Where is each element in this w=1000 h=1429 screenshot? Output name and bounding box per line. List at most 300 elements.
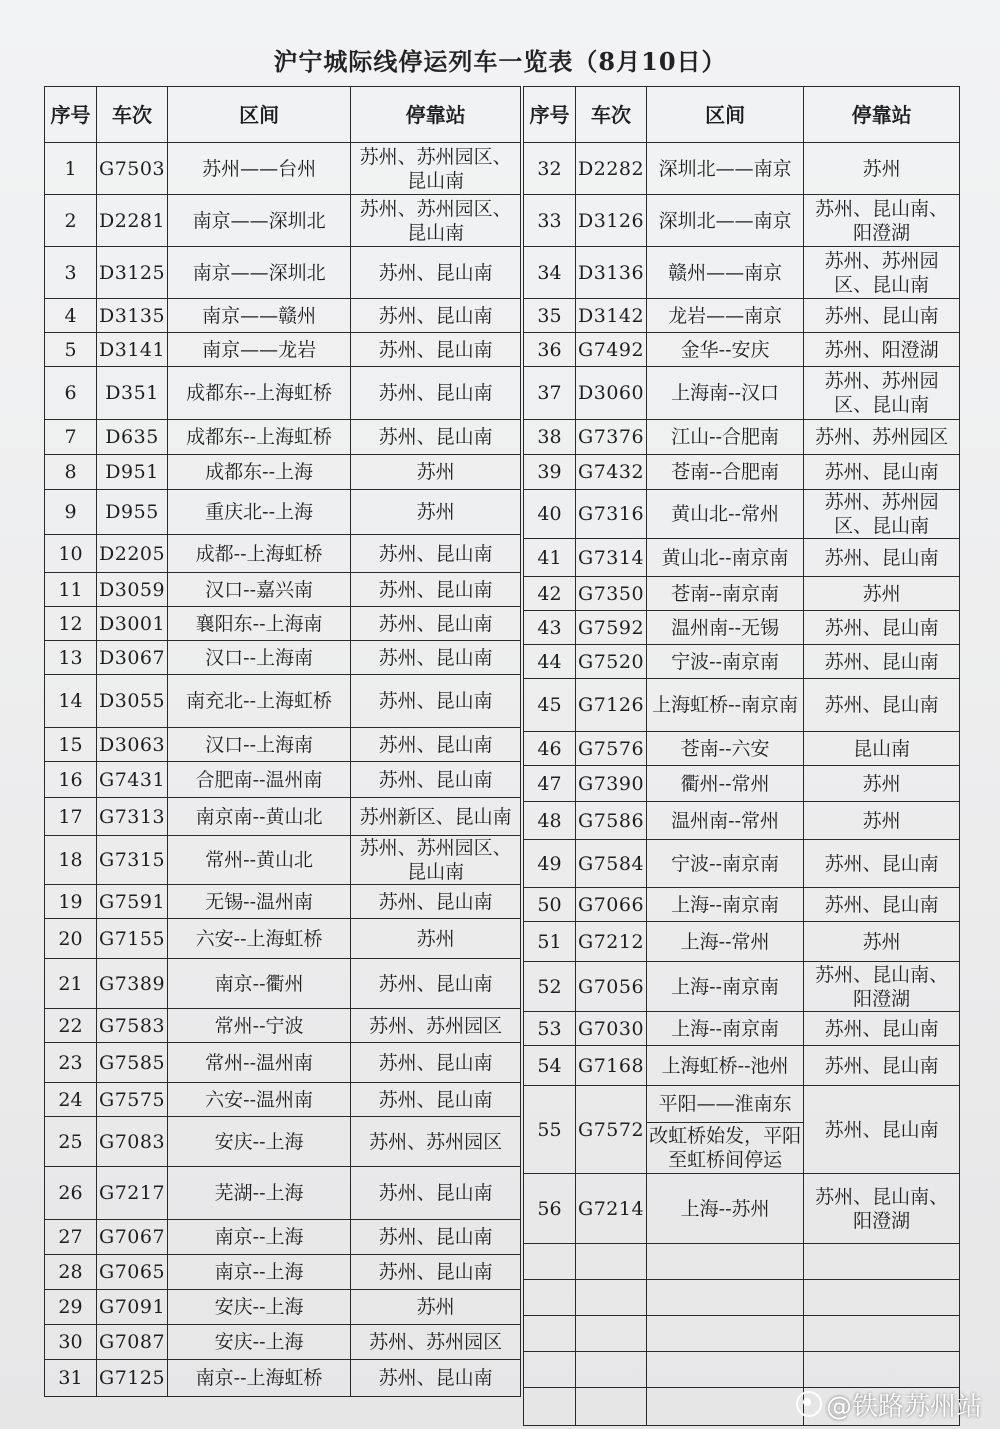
table-row [524,143,960,195]
table-row [524,766,960,802]
cell-train: G7066 [576,888,647,922]
weibo-watermark [796,1386,982,1423]
cell-section: 常州--温州南 [168,1043,351,1083]
cell-stops: 苏州 [351,919,521,959]
cell-stops: 苏州、昆山南 [804,455,960,490]
cell-train: G7586 [576,802,647,840]
cell-no: 2 [45,195,97,247]
cell-no: 23 [45,1043,97,1083]
cell-train: G7390 [576,766,647,802]
cell-section: 重庆北--上海 [168,490,351,535]
cell-no: 3 [45,247,97,299]
cell-section: 南充北--上海虹桥 [168,675,351,728]
table-row [45,143,521,195]
cell-section: 深圳北——南京 [647,143,804,195]
table-row [45,247,521,299]
table-row [45,728,521,762]
cell-train: G7503 [97,143,168,195]
cell-stops: 苏州、昆山南、阳澄湖 [804,195,960,247]
cell-section [647,1280,804,1316]
cell-no: 34 [524,247,576,299]
cell-train: D351 [97,367,168,420]
weibo-icon [796,1391,822,1417]
cell-train: G7214 [576,1174,647,1244]
cell-section: 苍南--合肥南 [647,455,804,490]
cell-stops: 苏州、昆山南 [804,539,960,577]
cell-no: 32 [524,143,576,195]
cell-train: G7125 [97,1360,168,1397]
cell-stops: 苏州、苏州园区、昆山南 [351,836,521,885]
cell-train: G7376 [576,420,647,455]
table-row [524,922,960,962]
cell-section: 上海--苏州 [647,1174,804,1244]
cell-no: 13 [45,641,97,675]
cell-no [524,1244,576,1280]
cell-no: 22 [45,1009,97,1043]
cell-stops: 苏州 [804,766,960,802]
table-row [45,195,521,247]
cell-stops: 苏州、昆山南 [351,959,521,1009]
table-row [45,1083,521,1117]
cell-no: 7 [45,420,97,455]
cell-no: 21 [45,959,97,1009]
cell-no: 30 [45,1325,97,1360]
cell-section: 成都东--上海虹桥 [168,367,351,420]
table-row [45,490,521,535]
cell-stops: 苏州、昆山南 [351,1167,521,1220]
cell-section: 宁波--南京南 [647,840,804,888]
table-header-row [524,87,960,143]
cell-train: D3063 [97,728,168,762]
cell-stops: 苏州、昆山南 [351,333,521,367]
header-stops: 停靠站 [351,87,521,143]
cell-section: 常州--宁波 [168,1009,351,1043]
cell-section: 汉口--嘉兴南 [168,573,351,607]
cell-train: G7083 [97,1117,168,1167]
table-row [524,1244,960,1280]
cell-train: D3141 [97,333,168,367]
table-row [45,641,521,675]
cell-stops: 苏州、昆山南 [351,535,521,573]
table-row [45,959,521,1009]
cell-train: G7584 [576,840,647,888]
cell-section: 衢州--常州 [647,766,804,802]
table-row [45,1043,521,1083]
cell-train [576,1352,647,1388]
cell-train: D3055 [97,675,168,728]
cell-section: 常州--黄山北 [168,836,351,885]
cell-stops: 苏州、昆山南 [351,1083,521,1117]
cell-train: D3142 [576,299,647,333]
cell-section [647,1316,804,1352]
table-row [45,885,521,919]
table-row [524,299,960,333]
table-row [524,577,960,611]
cell-section: 赣州——南京 [647,247,804,299]
cell-stops [804,1316,960,1352]
cell-no: 46 [524,732,576,766]
cell-stops: 苏州、昆山南 [351,1043,521,1083]
table-row [524,539,960,577]
table-row [524,611,960,645]
cell-section: 安庆--上海 [168,1325,351,1360]
cell-no: 35 [524,299,576,333]
cell-no: 54 [524,1046,576,1086]
table-row [45,675,521,728]
cell-stops [804,1352,960,1388]
cell-no: 28 [45,1255,97,1290]
cell-train: G7572 [576,1086,647,1174]
table-row [45,1255,521,1290]
cell-no: 20 [45,919,97,959]
cell-section: 温州南--常州 [647,802,804,840]
table-row [45,573,521,607]
table-row [524,333,960,367]
cell-no: 10 [45,535,97,573]
cell-train: G7316 [576,490,647,539]
cell-no [524,1316,576,1352]
document-title: 沪宁城际线停运列车一览表（8月10日） [273,47,727,76]
cell-stops: 苏州、昆山南 [804,299,960,333]
cell-stops: 苏州、昆山南 [351,1255,521,1290]
cell-section: 安庆--上海 [168,1290,351,1325]
cell-no: 36 [524,333,576,367]
cell-no: 25 [45,1117,97,1167]
table-row [524,679,960,732]
cell-section: 改虹桥始发，平阳至虹桥间停运 [647,1123,804,1174]
cell-no: 1 [45,143,97,195]
cell-train: D2282 [576,143,647,195]
cell-stops [804,1280,960,1316]
table-row [45,333,521,367]
cell-stops: 苏州、昆山南 [804,1086,960,1174]
cell-stops: 苏州、昆山南 [351,607,521,641]
cell-section: 汉口--上海南 [168,728,351,762]
cell-stops: 苏州、昆山南 [351,1360,521,1397]
cell-stops: 苏州、昆山南 [804,679,960,732]
cell-train: D3059 [97,573,168,607]
cell-no: 44 [524,645,576,679]
cell-stops: 苏州、昆山南 [351,299,521,333]
cell-train: D3060 [576,367,647,420]
cell-no: 17 [45,798,97,836]
cell-section: 上海--南京南 [647,888,804,922]
cell-no: 53 [524,1012,576,1046]
cell-section: 南京——龙岩 [168,333,351,367]
cell-section: 上海--常州 [647,922,804,962]
cell-train: G7065 [97,1255,168,1290]
cell-train: G7217 [97,1167,168,1220]
cell-train: G7389 [97,959,168,1009]
cell-section [647,1244,804,1280]
cell-no: 6 [45,367,97,420]
cell-no: 14 [45,675,97,728]
table-row [524,732,960,766]
cell-no: 43 [524,611,576,645]
cell-stops: 苏州、昆山南 [804,888,960,922]
cell-stops: 苏州、昆山南 [351,1220,521,1255]
cell-train: G7168 [576,1046,647,1086]
cell-train: D635 [97,420,168,455]
table-row [45,919,521,959]
table-row [524,1280,960,1316]
cell-stops: 苏州新区、昆山南 [351,798,521,836]
table-row [524,888,960,922]
cell-no: 24 [45,1083,97,1117]
train-table-right [523,86,960,1426]
cell-no [524,1280,576,1316]
cell-stops: 苏州、昆山南 [351,247,521,299]
table-row [524,645,960,679]
cell-section: 深圳北——南京 [647,195,804,247]
header-section: 区间 [647,87,804,143]
cell-train: G7091 [97,1290,168,1325]
table-row [45,1325,521,1360]
table-row [45,420,521,455]
cell-no: 52 [524,962,576,1012]
cell-section: 苍南--六安 [647,732,804,766]
table-row [524,367,960,420]
cell-train: D2281 [97,195,168,247]
table-header-row [45,87,521,143]
watermark-text: @铁路苏州站 [825,1392,982,1422]
table-row [524,455,960,490]
cell-train: G7575 [97,1083,168,1117]
cell-section: 襄阳东--上海南 [168,607,351,641]
table-row [524,1174,960,1244]
cell-train: D3136 [576,247,647,299]
cell-no: 15 [45,728,97,762]
cell-no: 8 [45,455,97,490]
cell-stops: 苏州、昆山南 [351,728,521,762]
cell-section: 江山--合肥南 [647,420,804,455]
cell-train: G7576 [576,732,647,766]
cell-train: G7432 [576,455,647,490]
cell-no [524,1388,576,1426]
cell-no: 40 [524,490,576,539]
cell-section: 汉口--上海南 [168,641,351,675]
cell-stops: 苏州、昆山南 [804,645,960,679]
cell-no: 41 [524,539,576,577]
cell-stops: 苏州、苏州园区、昆山南 [804,367,960,420]
cell-stops: 苏州 [351,490,521,535]
cell-stops: 苏州、苏州园区 [804,420,960,455]
cell-no: 18 [45,836,97,885]
cell-stops: 苏州、昆山南 [351,885,521,919]
cell-stops: 苏州、昆山南 [351,420,521,455]
cell-section: 合肥南--温州南 [168,762,351,798]
table-row [524,802,960,840]
cell-no: 45 [524,679,576,732]
cell-section: 芜湖--上海 [168,1167,351,1220]
cell-section: 苏州——台州 [168,143,351,195]
cell-no: 26 [45,1167,97,1220]
cell-stops: 苏州、苏州园区、昆山南 [804,490,960,539]
table-row [524,962,960,1012]
table-row [524,1012,960,1046]
table-row [524,1086,960,1123]
cell-section: 上海--南京南 [647,1012,804,1046]
cell-stops: 苏州 [351,455,521,490]
cell-no: 48 [524,802,576,840]
cell-stops: 苏州 [804,577,960,611]
cell-train: G7313 [97,798,168,836]
cell-train: G7087 [97,1325,168,1360]
cell-stops: 苏州、苏州园区 [351,1117,521,1167]
cell-section: 上海--南京南 [647,962,804,1012]
cell-no: 56 [524,1174,576,1244]
cell-stops: 苏州、昆山南 [804,840,960,888]
cell-train: G7585 [97,1043,168,1083]
cell-train: G7056 [576,962,647,1012]
table-row [45,1290,521,1325]
cell-section: 黄山北--南京南 [647,539,804,577]
cell-section: 南京--上海虹桥 [168,1360,351,1397]
cell-train: G7126 [576,679,647,732]
train-table-left [44,86,521,1397]
table-row [45,762,521,798]
cell-no [524,1352,576,1388]
cell-train: G7314 [576,539,647,577]
cell-section: 成都--上海虹桥 [168,535,351,573]
cell-stops: 苏州 [804,802,960,840]
header-section: 区间 [168,87,351,143]
cell-no: 39 [524,455,576,490]
cell-train: G7067 [97,1220,168,1255]
cell-no: 50 [524,888,576,922]
cell-train: D3126 [576,195,647,247]
cell-no: 33 [524,195,576,247]
cell-stops: 苏州、昆山南、阳澄湖 [804,1174,960,1244]
cell-train: G7350 [576,577,647,611]
cell-section: 南京——深圳北 [168,195,351,247]
table-row [45,1009,521,1043]
cell-train: D3001 [97,607,168,641]
header-train: 车次 [97,87,168,143]
cell-no: 49 [524,840,576,888]
cell-train: G7030 [576,1012,647,1046]
cell-no: 37 [524,367,576,420]
cell-no: 55 [524,1086,576,1174]
cell-train: G7591 [97,885,168,919]
cell-section: 金华--安庆 [647,333,804,367]
cell-no: 19 [45,885,97,919]
header-no: 序号 [524,87,576,143]
cell-stops: 苏州、苏州园区 [351,1009,521,1043]
cell-train: D955 [97,490,168,535]
cell-section: 上海虹桥--池州 [647,1046,804,1086]
cell-train: D3135 [97,299,168,333]
cell-section: 平阳——淮南东 [647,1086,804,1123]
cell-no: 38 [524,420,576,455]
cell-section: 六安--上海虹桥 [168,919,351,959]
cell-stops: 苏州 [804,143,960,195]
table-row [45,367,521,420]
cell-section: 南京--上海 [168,1220,351,1255]
cell-no: 12 [45,607,97,641]
table-row [45,836,521,885]
table-row [45,1117,521,1167]
header-stops: 停靠站 [804,87,960,143]
cell-train: D3067 [97,641,168,675]
cell-stops: 苏州 [351,1290,521,1325]
table-row [45,1220,521,1255]
cell-train: G7315 [97,836,168,885]
cell-section: 温州南--无锡 [647,611,804,645]
cell-no: 27 [45,1220,97,1255]
table-row [524,1352,960,1388]
cell-section: 成都东--上海 [168,455,351,490]
cell-section: 宁波--南京南 [647,645,804,679]
table-row [45,299,521,333]
cell-no: 4 [45,299,97,333]
cell-stops: 苏州、昆山南 [804,1012,960,1046]
table-row [524,247,960,299]
cell-stops: 苏州、苏州园区 [351,1325,521,1360]
header-no: 序号 [45,87,97,143]
cell-section: 龙岩——南京 [647,299,804,333]
cell-train [576,1316,647,1352]
cell-stops: 苏州、昆山南 [351,367,521,420]
table-row [45,1360,521,1397]
cell-no: 51 [524,922,576,962]
cell-stops: 苏州、苏州园区、昆山南 [351,143,521,195]
table-row [524,840,960,888]
cell-stops: 苏州、苏州园区、昆山南 [351,195,521,247]
cell-stops: 苏州、昆山南 [804,611,960,645]
cell-no: 5 [45,333,97,367]
cell-train: G7431 [97,762,168,798]
table-row [45,607,521,641]
cell-no: 42 [524,577,576,611]
header-train: 车次 [576,87,647,143]
cell-stops: 苏州、昆山南、阳澄湖 [804,962,960,1012]
cell-train: G7592 [576,611,647,645]
table-row [524,1046,960,1086]
cell-section: 南京——赣州 [168,299,351,333]
cell-stops: 苏州、昆山南 [351,675,521,728]
cell-train: G7212 [576,922,647,962]
cell-train: D3125 [97,247,168,299]
table-row [524,1316,960,1352]
cell-section: 南京南--黄山北 [168,798,351,836]
cell-section: 南京--上海 [168,1255,351,1290]
table-row [45,535,521,573]
cell-section: 南京——深圳北 [168,247,351,299]
cell-section [647,1352,804,1388]
cell-no: 11 [45,573,97,607]
cell-no: 9 [45,490,97,535]
cell-section: 上海虹桥--南京南 [647,679,804,732]
table-row [45,1167,521,1220]
cell-train: G7583 [97,1009,168,1043]
cell-no: 16 [45,762,97,798]
table-row [524,195,960,247]
cell-section: 成都东--上海虹桥 [168,420,351,455]
cell-stops: 苏州、苏州园区、昆山南 [804,247,960,299]
cell-stops: 苏州 [804,922,960,962]
cell-section: 南京--衢州 [168,959,351,1009]
cell-no: 29 [45,1290,97,1325]
cell-stops: 苏州、昆山南 [351,641,521,675]
table-row [524,420,960,455]
table-row [524,490,960,539]
cell-train: D2205 [97,535,168,573]
cell-stops [804,1244,960,1280]
cell-stops: 昆山南 [804,732,960,766]
cell-section: 安庆--上海 [168,1117,351,1167]
cell-train [576,1388,647,1426]
